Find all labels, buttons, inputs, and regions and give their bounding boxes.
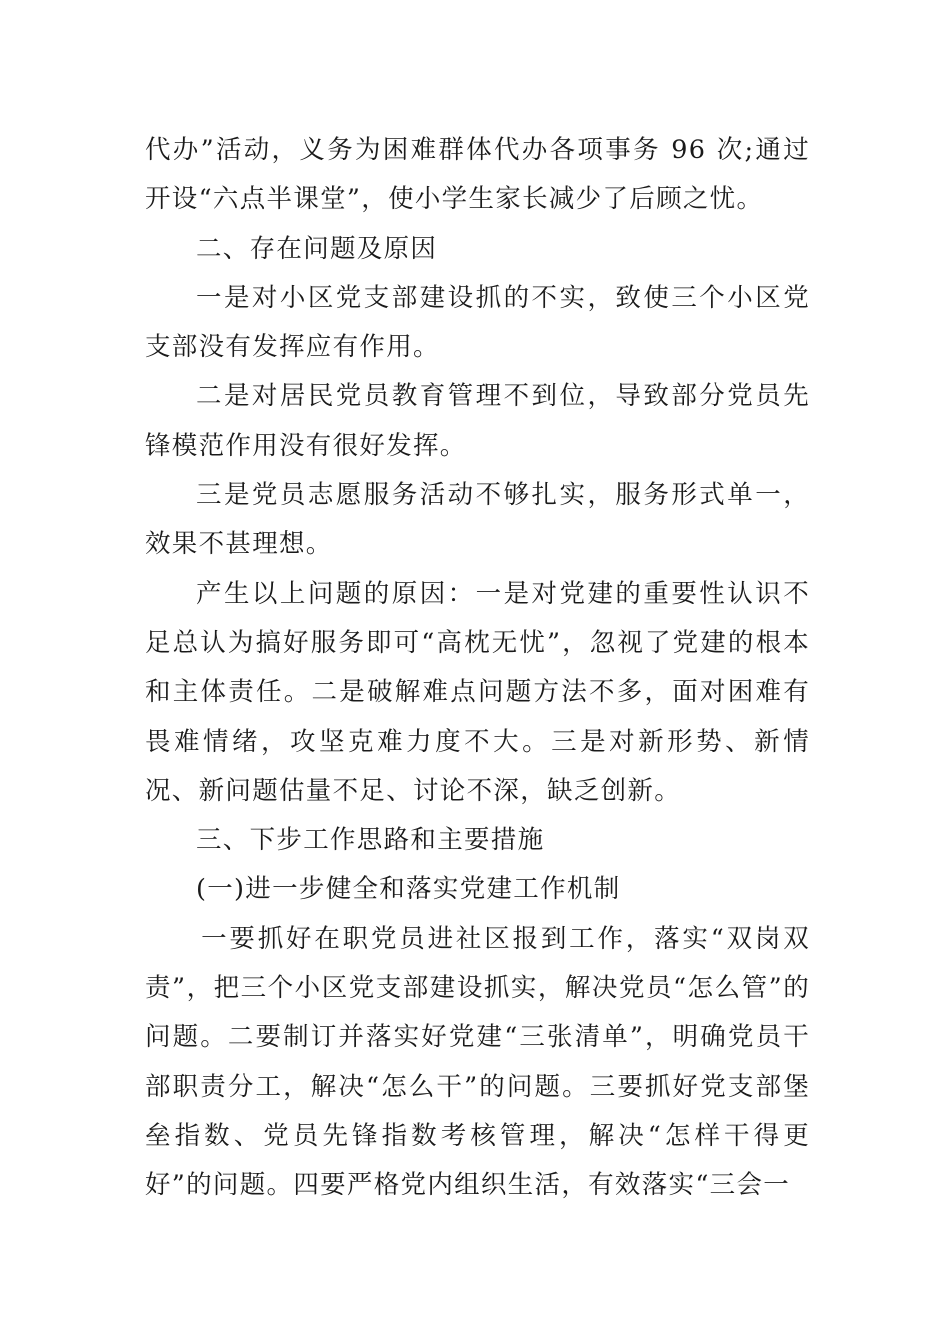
paragraph-continuation: 代办”活动，义务为困难群体代办各项事务 96 次;通过开设“六点半课堂”，使小学生家长减少了后顾之忧。 [145, 135, 810, 215]
document-body [145, 126, 810, 1211]
paragraph-problem-three: 三是党员志愿服务活动不够扎实，服务形式单一，效果不甚理想。 [145, 480, 810, 560]
section-heading-next-steps: 三、下步工作思路和主要措施 [196, 825, 545, 856]
paragraph-problem-one: 一是对小区党支部建设抓的不实，致使三个小区党支部没有发挥应有作用。 [145, 282, 810, 363]
paragraph-measures: 一要抓好在职党员进社区报到工作，落实“双岗双责”，把三个小区党支部建设抓实，解决党员“怎么管”的问题。二要制订并落实好党建“三张清单”，明确党员干部职责分工，解决“怎么干”的问题。三要抓好党支部堡垒指数、党员先锋指数考核管理，解决“怎样干得更好”的问题。四要严格党内组织生活，有效落实“三会一 [145, 923, 810, 1201]
subsection-heading-mechanism: (一)进一步健全和落实党建工作机制 [196, 874, 621, 905]
section-heading-problems: 二、存在问题及原因 [196, 233, 438, 264]
paragraph-problem-two: 二是对居民党员教育管理不到位，导致部分党员先锋模范作用没有很好发挥。 [145, 381, 810, 461]
paragraph-causes: 产生以上问题的原因：一是对党建的重要性认识不足总认为搞好服务即可“高枕无忧”，忽视了党建的根本和主体责任。二是破解难点问题方法不多，面对困难有畏难情绪，攻坚克难力度不大。三是对新形势、新情况、新问题估量不足、讨论不深，缺乏创新。 [145, 578, 810, 806]
